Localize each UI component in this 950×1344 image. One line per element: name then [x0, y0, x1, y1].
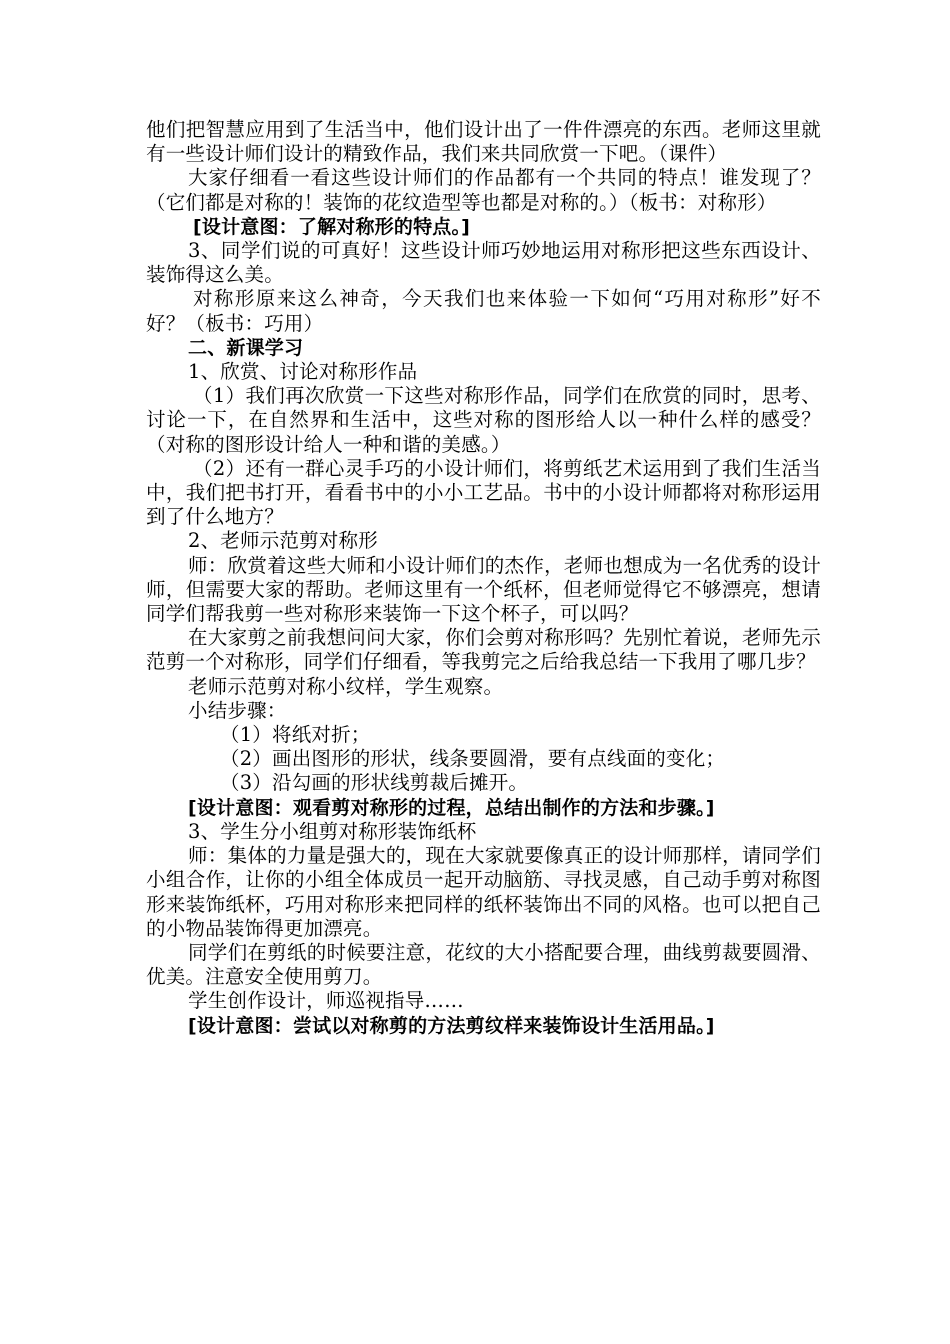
design-intent-note: [设计意图：了解对称形的特点。]: [193, 215, 471, 238]
paragraph: 师：集体的力量是强大的，现在大家就要像真正的设计师那样，请同学们小组合作，让你的小组全体成员一起开动脑筋、寻找灵感，自己动手剪对称图形来装饰纸杯，巧用对称形来把同样的纸杯装饰出不同的风格。也可以把自己的小物品装饰得更加漂亮。: [146, 844, 821, 940]
design-intent-note: [设计意图：观看剪对称形的过程，总结出制作的方法和步骤。]: [188, 796, 715, 819]
paragraph: 3、同学们说的可真好！这些设计师巧妙地运用对称形把这些东西设计、装饰得这么美。: [146, 239, 821, 287]
paragraph: 小结步骤：: [188, 698, 287, 722]
paragraph: 3、学生分小组剪对称形装饰纸杯: [188, 819, 477, 843]
paragraph: （1）我们再次欣赏一下这些对称形作品，同学们在欣赏的同时，思考、讨论一下，在自然界和生活中，这些对称的图形给人以一种什么样的感受？（对称的图形设计给人一种和谐的美感。）: [146, 384, 821, 456]
paragraph: 1、欣赏、讨论对称形作品: [188, 360, 418, 384]
paragraph: 对称形原来这么神奇，今天我们也来体验一下如何“巧用对称形”好不好？（板书：巧用）: [146, 287, 821, 335]
step-item: （3）沿勾画的形状线剪裁后摊开。: [220, 771, 529, 795]
paragraph: 同学们在剪纸的时候要注意，花纹的大小搭配要合理，曲线剪裁要圆滑、优美。注意安全使用剪刀。: [146, 940, 821, 989]
section-heading: 二、新课学习: [188, 336, 304, 359]
paragraph: 老师示范剪对称小纹样，学生观察。: [188, 674, 504, 698]
design-intent-note: [设计意图：尝试以对称剪的方法剪纹样来装饰设计生活用品。]: [188, 1014, 715, 1037]
paragraph: 学生创作设计，师巡视指导……: [188, 989, 464, 1013]
paragraph: 2、老师示范剪对称形: [188, 529, 378, 553]
step-item: （1）将纸对折；: [220, 723, 371, 747]
paragraph: 在大家剪之前我想问问大家，你们会剪对称形吗？先别忙着说，老师先示范剪一个对称形，同学们仔细看，等我剪完之后给我总结一下我用了哪几步？: [146, 626, 821, 674]
paragraph: 大家仔细看一看这些设计师们的作品都有一个共同的特点！谁发现了？（它们都是对称的！装饰的花纹造型等也都是对称的。）（板书：对称形）: [146, 166, 821, 214]
paragraph: （2）还有一群心灵手巧的小设计师们，将剪纸艺术运用到了我们生活当中，我们把书打开，看看书中的小小工艺品。书中的小设计师都将对称形运用到了什么地方？: [146, 456, 821, 529]
step-item: （2）画出图形的形状，线条要圆滑，要有点线面的变化；: [220, 747, 726, 771]
paragraph: 师：欣赏着这些大师和小设计师们的杰作，老师也想成为一名优秀的设计师，但需要大家的帮助。老师这里有一个纸杯，但老师觉得它不够漂亮，想请同学们帮我剪一些对称形来装饰一下这个杯子，可以吗？: [146, 553, 821, 626]
document-body: [146, 118, 821, 1038]
paragraph: 他们把智慧应用到了生活当中，他们设计出了一件件漂亮的东西。老师这里就有一些设计师们设计的精致作品，我们来共同欣赏一下吧。（课件）: [146, 118, 821, 166]
